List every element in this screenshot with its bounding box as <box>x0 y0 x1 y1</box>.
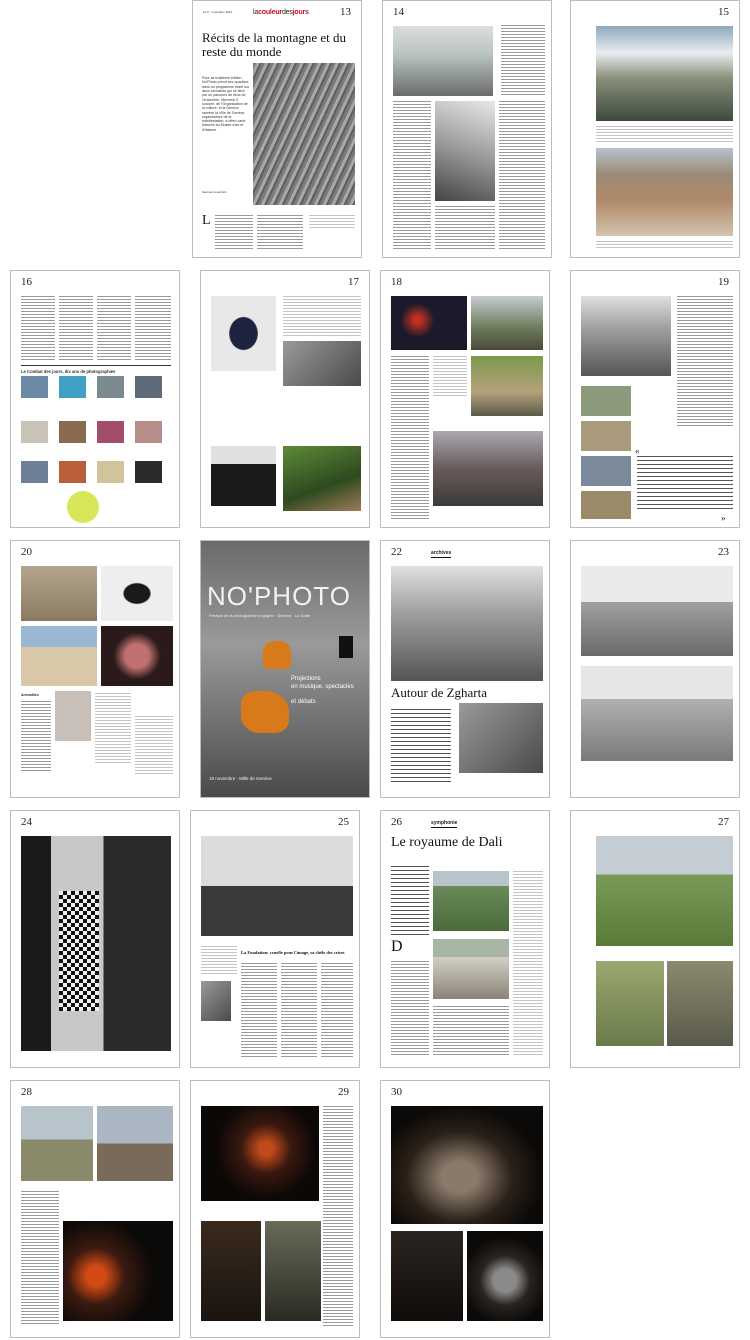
text-column <box>21 296 55 361</box>
sheep-flock-photo <box>433 939 509 999</box>
text-column <box>215 215 253 251</box>
kitchen-photo <box>391 1231 463 1321</box>
page-number: 28 <box>21 1086 32 1098</box>
rock-texture-photo <box>253 63 355 205</box>
text-column <box>21 1191 59 1326</box>
page-28[interactable] <box>10 1080 180 1338</box>
shed-photo <box>97 1106 173 1181</box>
coat-photo <box>211 296 276 371</box>
page-20[interactable] <box>10 540 180 798</box>
thumb-photo <box>21 461 48 483</box>
tables-photo <box>581 386 631 416</box>
page-number: 19 <box>718 276 729 288</box>
intro-text <box>391 709 451 784</box>
page-number: 27 <box>718 816 729 828</box>
page-17[interactable] <box>200 270 370 528</box>
page-22[interactable] <box>380 540 550 798</box>
page-number: 16 <box>21 276 32 288</box>
drop-cap: L <box>202 213 211 228</box>
text-column <box>241 963 277 1058</box>
thumb-photo <box>97 421 124 443</box>
page-number: 13 <box>340 6 351 18</box>
dateline: Le 8 · novembre 2011 <box>203 10 233 14</box>
drop-cap: D <box>391 938 403 955</box>
thumb-photo <box>59 461 86 483</box>
text-column <box>391 961 429 1056</box>
masthead: lacouleurdesjours <box>253 9 309 16</box>
text-column <box>677 296 733 426</box>
page-number: 25 <box>338 816 349 828</box>
section-title: Le Combat des jours, dix ans de photographies <box>21 369 116 374</box>
caption-text <box>596 241 733 249</box>
poster-title: NO'PHOTO <box>207 581 351 611</box>
glacier-photo <box>393 26 493 96</box>
page-title: Autour de Zgharta <box>391 685 488 700</box>
text-column <box>135 716 173 776</box>
fire-photo <box>63 1221 173 1321</box>
page-number: 29 <box>338 1086 349 1098</box>
bowl-photo <box>467 1231 543 1321</box>
text-column <box>281 963 317 1058</box>
page-number: 24 <box>21 816 32 828</box>
sidebar-text <box>283 296 361 336</box>
town-photo <box>596 148 733 236</box>
page-18[interactable] <box>380 270 550 528</box>
page-number: 30 <box>391 1086 402 1098</box>
grass-field-photo <box>21 1106 93 1181</box>
text-column <box>309 215 355 229</box>
section-label: Animalités <box>21 693 39 697</box>
page-14[interactable] <box>382 0 552 258</box>
poster-line1: Projections <box>291 676 321 682</box>
elders-table-photo <box>391 1106 543 1224</box>
page-19[interactable] <box>570 270 740 528</box>
text-column <box>433 1006 509 1056</box>
text-column <box>59 296 93 361</box>
mountain-lake-photo <box>596 26 733 121</box>
sheep-closeup-photo <box>667 961 733 1046</box>
page-24[interactable] <box>10 810 180 1068</box>
wing-photo <box>101 566 173 621</box>
page-25[interactable] <box>190 810 360 1068</box>
page-13[interactable] <box>192 0 362 258</box>
checker-dress <box>59 891 99 1011</box>
text-column <box>21 701 51 771</box>
figure-orange <box>263 641 291 669</box>
logo-box <box>339 636 353 658</box>
building-photo <box>581 296 671 376</box>
shepherd-photo <box>596 961 664 1046</box>
book-cover-photo <box>201 981 231 1021</box>
divider <box>21 365 171 366</box>
text-column <box>135 296 171 361</box>
page-number: 15 <box>718 6 729 18</box>
article-headline: La Fondation: cruelle pour l'image, sa chèle des crises <box>241 950 345 955</box>
man-photo <box>283 341 361 386</box>
doorway-photo <box>265 1221 321 1321</box>
animal-photo <box>101 626 173 686</box>
caption-text <box>596 126 733 142</box>
page-23[interactable] <box>570 540 740 798</box>
street-crowd-photo <box>433 431 543 506</box>
thumb-photo <box>59 421 86 443</box>
text-column <box>513 871 543 1056</box>
thumb-photo <box>21 421 48 443</box>
thumb-photo <box>97 376 124 398</box>
text-column <box>95 693 131 763</box>
page-number: 18 <box>391 276 402 288</box>
thumb-photo <box>135 376 162 398</box>
text-column <box>393 101 431 251</box>
intro-text <box>391 866 429 936</box>
thumb-photo <box>135 421 162 443</box>
page-number: 23 <box>718 546 729 558</box>
figure-photo <box>55 691 91 741</box>
section-kicker: archives <box>431 550 452 556</box>
sidebar-text <box>501 25 545 95</box>
portrait-group-photo <box>459 703 543 773</box>
section-kicker: symphonie <box>431 820 458 826</box>
page-29[interactable] <box>190 1080 360 1338</box>
cart-photo <box>471 356 543 416</box>
candle-photo <box>201 1106 319 1201</box>
text-column <box>321 963 353 1058</box>
horse-photo <box>201 1221 261 1321</box>
thumb-photo <box>59 376 86 398</box>
sidebar-text <box>433 356 467 396</box>
hills-photo <box>596 836 733 946</box>
text-column <box>97 296 131 361</box>
figure-orange-large <box>241 691 289 733</box>
page-number: 20 <box>21 546 32 558</box>
page-title: Récits de la montagne et du reste du monde <box>202 30 347 59</box>
poster-background <box>201 541 369 797</box>
crowd-photo <box>211 446 276 506</box>
text-column <box>435 206 495 251</box>
crowd-group-photo <box>391 566 543 681</box>
pull-quote <box>637 456 733 511</box>
group-beach-photo <box>581 666 733 761</box>
sheep-field-photo <box>433 871 509 931</box>
page-number: 14 <box>393 6 404 18</box>
page-title: Le royaume de Dali <box>391 835 503 850</box>
tables-photo <box>581 421 631 451</box>
garden-photo <box>283 446 361 511</box>
page-15[interactable] <box>570 0 740 258</box>
page-21-poster[interactable] <box>200 540 370 798</box>
tables-photo <box>581 456 631 486</box>
page-26[interactable] <box>380 810 550 1068</box>
page-16[interactable] <box>10 270 180 528</box>
page-number: 26 <box>391 816 402 828</box>
thumb-photo <box>135 461 162 483</box>
intro-text: Pour sa troisième édition, No'Photo prend ses quartiers dans un programme étalé sur deux semaines qui se tient par un parcours de lieux de l'ensemble. Mercredi 9 octobre, de l'Organisation de la culture, et la Genève ramène la Ville de Genève, organisatrice de la manifestation, a offert carte blanche au Musée d'art et d'histoire. <box>202 76 249 132</box>
text-column <box>257 215 303 251</box>
ice-cave-photo <box>435 101 495 201</box>
page-number: 22 <box>391 546 402 558</box>
poster-subtitle: Festival de la photographie engagée · Genève · La Gaîté <box>209 613 311 618</box>
field-person-photo <box>581 566 733 656</box>
page-30[interactable] <box>380 1080 550 1338</box>
tables-photo <box>581 491 631 519</box>
text-column <box>323 1106 353 1326</box>
page-27[interactable] <box>570 810 740 1068</box>
red-light-photo <box>391 296 467 350</box>
quote-close: » <box>721 513 726 523</box>
beach-photo <box>21 626 97 686</box>
sidebar-text <box>201 946 237 976</box>
poster-line2: en musique, spectacles <box>291 684 354 690</box>
page-number: 17 <box>348 276 359 288</box>
bird-skeleton-photo <box>21 566 97 621</box>
trees-photo <box>471 296 543 350</box>
text-column <box>499 101 545 251</box>
poster-dates: 19 novembre · Mille de Genève <box>209 776 272 781</box>
author-byline: Samuel Lovenford <box>202 190 227 194</box>
thumb-photo <box>97 461 124 483</box>
quote-open: « <box>635 446 640 456</box>
thumb-photo <box>21 376 48 398</box>
room-dog-photo <box>201 836 353 936</box>
text-column <box>391 356 429 521</box>
highlight-circle <box>67 491 99 523</box>
poster-line3: et débats <box>291 699 316 705</box>
